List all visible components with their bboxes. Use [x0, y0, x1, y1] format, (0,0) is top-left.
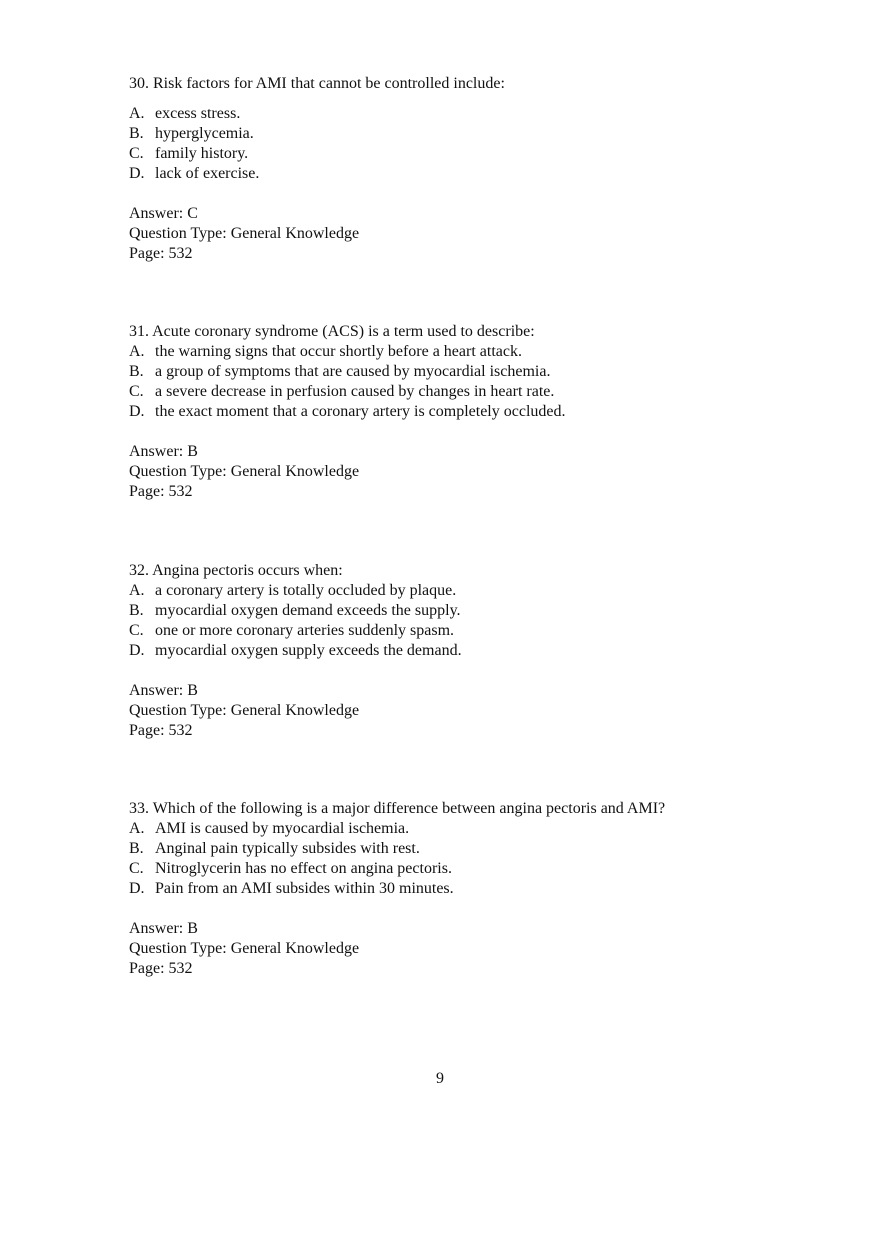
option-letter: A. — [129, 343, 145, 360]
option-text: excess stress. — [155, 105, 241, 122]
question-32 — [129, 561, 829, 741]
option-letter: C. — [129, 145, 144, 162]
question-stem: 32. Angina pectoris occurs when: — [129, 562, 343, 579]
option-text: hyperglycemia. — [155, 125, 254, 142]
option-letter: A. — [129, 582, 145, 599]
option-letter: B. — [129, 125, 144, 142]
option-text: AMI is caused by myocardial ischemia. — [155, 820, 410, 837]
option-c — [129, 382, 829, 402]
option-text: a group of symptoms that are caused by myocardial ischemia. — [155, 363, 551, 380]
option-letter: C. — [129, 622, 144, 639]
answer-line: Answer: B — [129, 920, 198, 937]
question-type-line: Question Type: General Knowledge — [129, 940, 360, 957]
option-text: a coronary artery is totally occluded by plaque. — [155, 582, 457, 599]
option-letter: D. — [129, 403, 145, 420]
option-b — [129, 124, 829, 144]
question-stem: 30. Risk factors for AMI that cannot be controlled include: — [129, 75, 505, 92]
question-type-line: Question Type: General Knowledge — [129, 702, 360, 719]
option-a — [129, 819, 829, 839]
answer-line: Answer: C — [129, 205, 198, 222]
option-letter: C. — [129, 860, 144, 877]
option-c — [129, 144, 829, 164]
option-text: myocardial oxygen supply exceeds the demand. — [155, 642, 462, 659]
option-a — [129, 581, 829, 601]
question-stem: 31. Acute coronary syndrome (ACS) is a term used to describe: — [129, 323, 535, 340]
option-d — [129, 641, 829, 661]
question-meta — [129, 204, 829, 264]
option-letter: B. — [129, 840, 144, 857]
option-a — [129, 342, 829, 362]
option-d — [129, 879, 829, 899]
option-d — [129, 402, 829, 422]
option-list — [129, 342, 829, 422]
option-d — [129, 164, 829, 184]
question-31 — [129, 322, 829, 502]
option-text: the warning signs that occur shortly before a heart attack. — [155, 343, 522, 360]
option-a — [129, 104, 829, 124]
option-letter: A. — [129, 820, 145, 837]
option-text: myocardial oxygen demand exceeds the supply. — [155, 602, 461, 619]
page-ref-line: Page: 532 — [129, 960, 193, 977]
question-meta — [129, 681, 829, 741]
question-meta — [129, 442, 829, 502]
option-text: one or more coronary arteries suddenly spasm. — [155, 622, 455, 639]
option-c — [129, 859, 829, 879]
question-type-line: Question Type: General Knowledge — [129, 225, 360, 242]
question-meta — [129, 919, 829, 979]
option-c — [129, 621, 829, 641]
option-b — [129, 601, 829, 621]
option-letter: D. — [129, 880, 145, 897]
option-list — [129, 581, 829, 661]
question-33 — [129, 799, 829, 979]
option-text: lack of exercise. — [155, 165, 260, 182]
option-text: Nitroglycerin has no effect on angina pectoris. — [155, 860, 452, 877]
option-letter: D. — [129, 642, 145, 659]
option-letter: A. — [129, 105, 145, 122]
page-ref-line: Page: 532 — [129, 722, 193, 739]
option-text: family history. — [155, 145, 249, 162]
question-30 — [129, 74, 829, 264]
option-letter: D. — [129, 165, 145, 182]
question-type-line: Question Type: General Knowledge — [129, 463, 360, 480]
page-number: 9 — [436, 1070, 444, 1087]
page-ref-line: Page: 532 — [129, 245, 193, 262]
option-text: Anginal pain typically subsides with rest. — [155, 840, 420, 857]
question-stem: 33. Which of the following is a major difference between angina pectoris and AMI? — [129, 800, 666, 817]
option-letter: C. — [129, 383, 144, 400]
option-b — [129, 362, 829, 382]
page-ref-line: Page: 532 — [129, 483, 193, 500]
option-text: Pain from an AMI subsides within 30 minutes. — [155, 880, 454, 897]
option-list — [129, 819, 829, 899]
option-letter: B. — [129, 363, 144, 380]
option-b — [129, 839, 829, 859]
option-list — [129, 104, 829, 184]
answer-line: Answer: B — [129, 443, 198, 460]
option-text: a severe decrease in perfusion caused by changes in heart rate. — [155, 383, 555, 400]
option-text: the exact moment that a coronary artery is completely occluded. — [155, 403, 566, 420]
option-letter: B. — [129, 602, 144, 619]
answer-line: Answer: B — [129, 682, 198, 699]
